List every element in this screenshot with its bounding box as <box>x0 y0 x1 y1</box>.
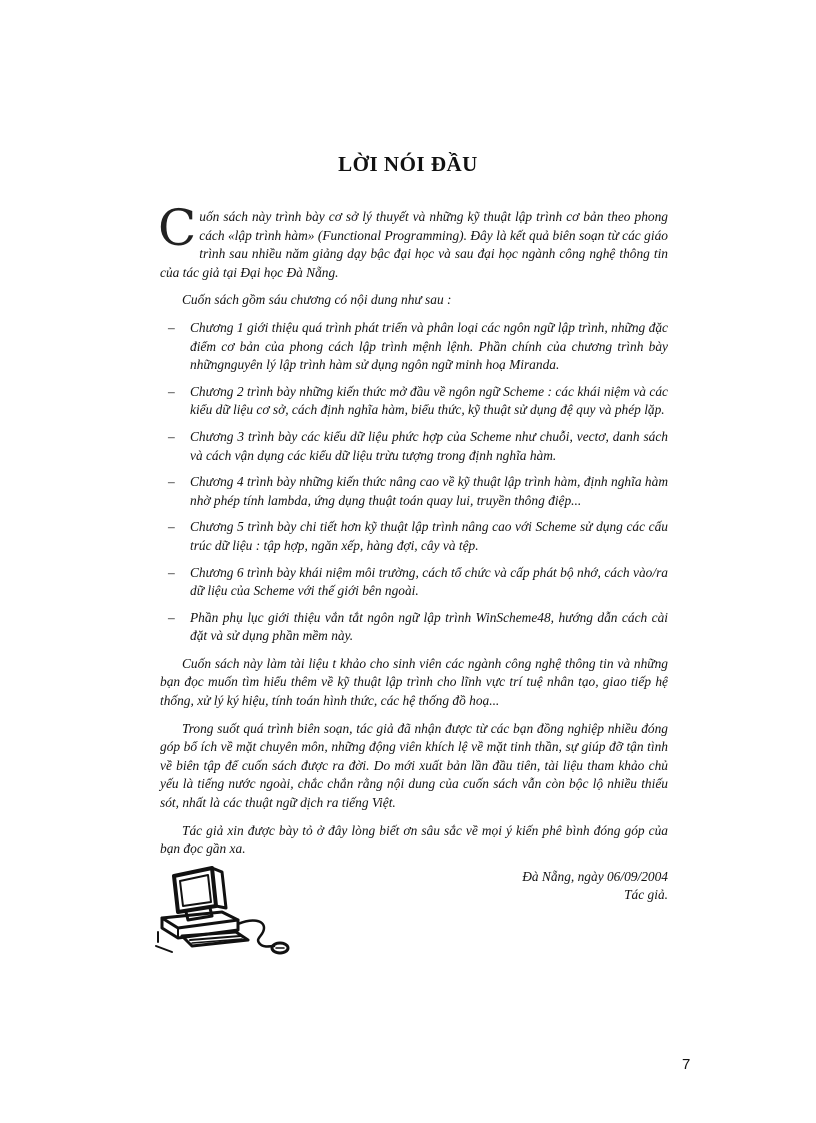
list-item <box>168 564 668 601</box>
page-title: LỜI NÓI ĐẦU <box>338 152 478 176</box>
drop-cap: C <box>158 199 197 257</box>
place-date: Đà Nẵng, ngày 06/09/2004 <box>522 868 668 884</box>
bullet-dash: – <box>168 428 175 444</box>
bullet-dash: – <box>168 383 175 399</box>
list-item-text: Chương 3 trình bày các kiểu dữ liệu phức hợp của Scheme như chuỗi, vectơ, danh sách và cách vận dụng các kiểu dữ liệu trừu tượng trong định nghĩa hàm. <box>190 428 668 463</box>
list-item <box>168 473 668 510</box>
list-item-text: Chương 6 trình bày khái niệm môi trường, cách tổ chức và cấp phát bộ nhớ, cách vào/ra dữ liệu của Scheme với thế giới bên ngoài. <box>190 564 668 599</box>
acknowledgement-paragraph: Trong suốt quá trình biên soạn, tác giả đã nhận được từ các bạn đồng nghiệp nhiều đóng góp bổ ích về mặt chuyên môn, những động viên khích lệ về mặt tinh thần, sự giúp đỡ tận tình về biên tập để cuốn sách được ra đời. Do mới xuất bản lần đầu tiên, tài liệu tham khảo chủ yếu là tiếng nước ngoài, chắc chắn rằng nội dung của cuốn sách vẫn còn bộc lộ nhiều thiếu sót, nhất là các thuật ngữ dịch ra tiếng Việt. <box>160 720 668 811</box>
overview-paragraph: Cuốn sách gồm sáu chương có nội dung như sau : <box>182 292 452 308</box>
list-item <box>168 319 668 375</box>
intro-text: uốn sách này trình bày cơ sở lý thuyết và những kỹ thuật lập trình cơ bản theo phong cách «lập trình hàm» (Functional Programming). Đây là kết quả biên soạn từ các giáo trình sau nhiều năm giảng dạy bậc đại học và sau đại học ngành công nghệ thông tin của tác giả tại Đại học Đà Nẵng. <box>160 209 668 280</box>
chapter-list <box>160 319 668 646</box>
list-item-text: Chương 5 trình bày chi tiết hơn kỹ thuật lập trình nâng cao với Scheme sử dụng các cấu trúc dữ liệu : tập hợp, ngăn xếp, hàng đợi, cây và tệp. <box>190 519 668 553</box>
bullet-dash: – <box>168 519 175 535</box>
computer-clipart-icon <box>152 862 298 958</box>
bullet-dash: – <box>168 609 175 625</box>
thanks-paragraph: Tác giả xin được bày tỏ ở đây lòng biết ơn sâu sắc về mọi ý kiến phê bình đóng góp của bạn đọc gần xa. <box>160 822 668 857</box>
intro-paragraph <box>158 199 668 282</box>
audience-paragraph: Cuốn sách này làm tài liệu t khảo cho sinh viên các ngành công nghệ thông tin và những bạn đọc muốn tìm hiểu thêm về kỹ thuật lập trình cho lĩnh vực trí tuệ nhân tạo, giao tiếp hệ thống, xử lý ký hiệu, tính toán hình thức, các hệ thống đồ hoạ... <box>160 655 668 709</box>
list-item <box>168 518 668 555</box>
list-item-text: Chương 2 trình bày những kiến thức mở đầu về ngôn ngữ Scheme : các khái niệm và các kiểu dữ liệu cơ sở, cách định nghĩa hàm, biểu thức, kỹ thuật sử dụng đệ quy và phép lặp. <box>190 383 668 418</box>
list-item <box>168 428 668 465</box>
bullet-dash: – <box>168 319 175 335</box>
bullet-dash: – <box>168 564 175 580</box>
preface-body <box>158 199 668 905</box>
list-item-text: Phần phụ lục giới thiệu vắn tắt ngôn ngữ lập trình WinScheme48, hướng dẫn cách cài đặt và sử dụng phần mềm này. <box>190 609 668 644</box>
list-item-text: Chương 4 trình bày những kiến thức nâng cao về kỹ thuật lập trình hàm, định nghĩa hàm nhờ phép tính lambda, ứng dụng thuật toán quay lui, truyền thông điệp... <box>190 474 668 508</box>
list-item <box>168 609 668 646</box>
page-number: 7 <box>682 1056 691 1073</box>
bullet-dash: – <box>168 474 175 490</box>
author-signature: Tác giả. <box>624 887 668 903</box>
list-item-text: Chương 1 giới thiệu quá trình phát triển và phân loại các ngôn ngữ lập trình, những đặc điểm cơ bản của phong cách lập trình mệnh lệnh. Phần chính của chương trình bày nhữngnguyên lý lập trình hàm sử dụng ngôn ngữ minh hoạ Miranda. <box>190 319 668 373</box>
list-item <box>168 383 668 420</box>
